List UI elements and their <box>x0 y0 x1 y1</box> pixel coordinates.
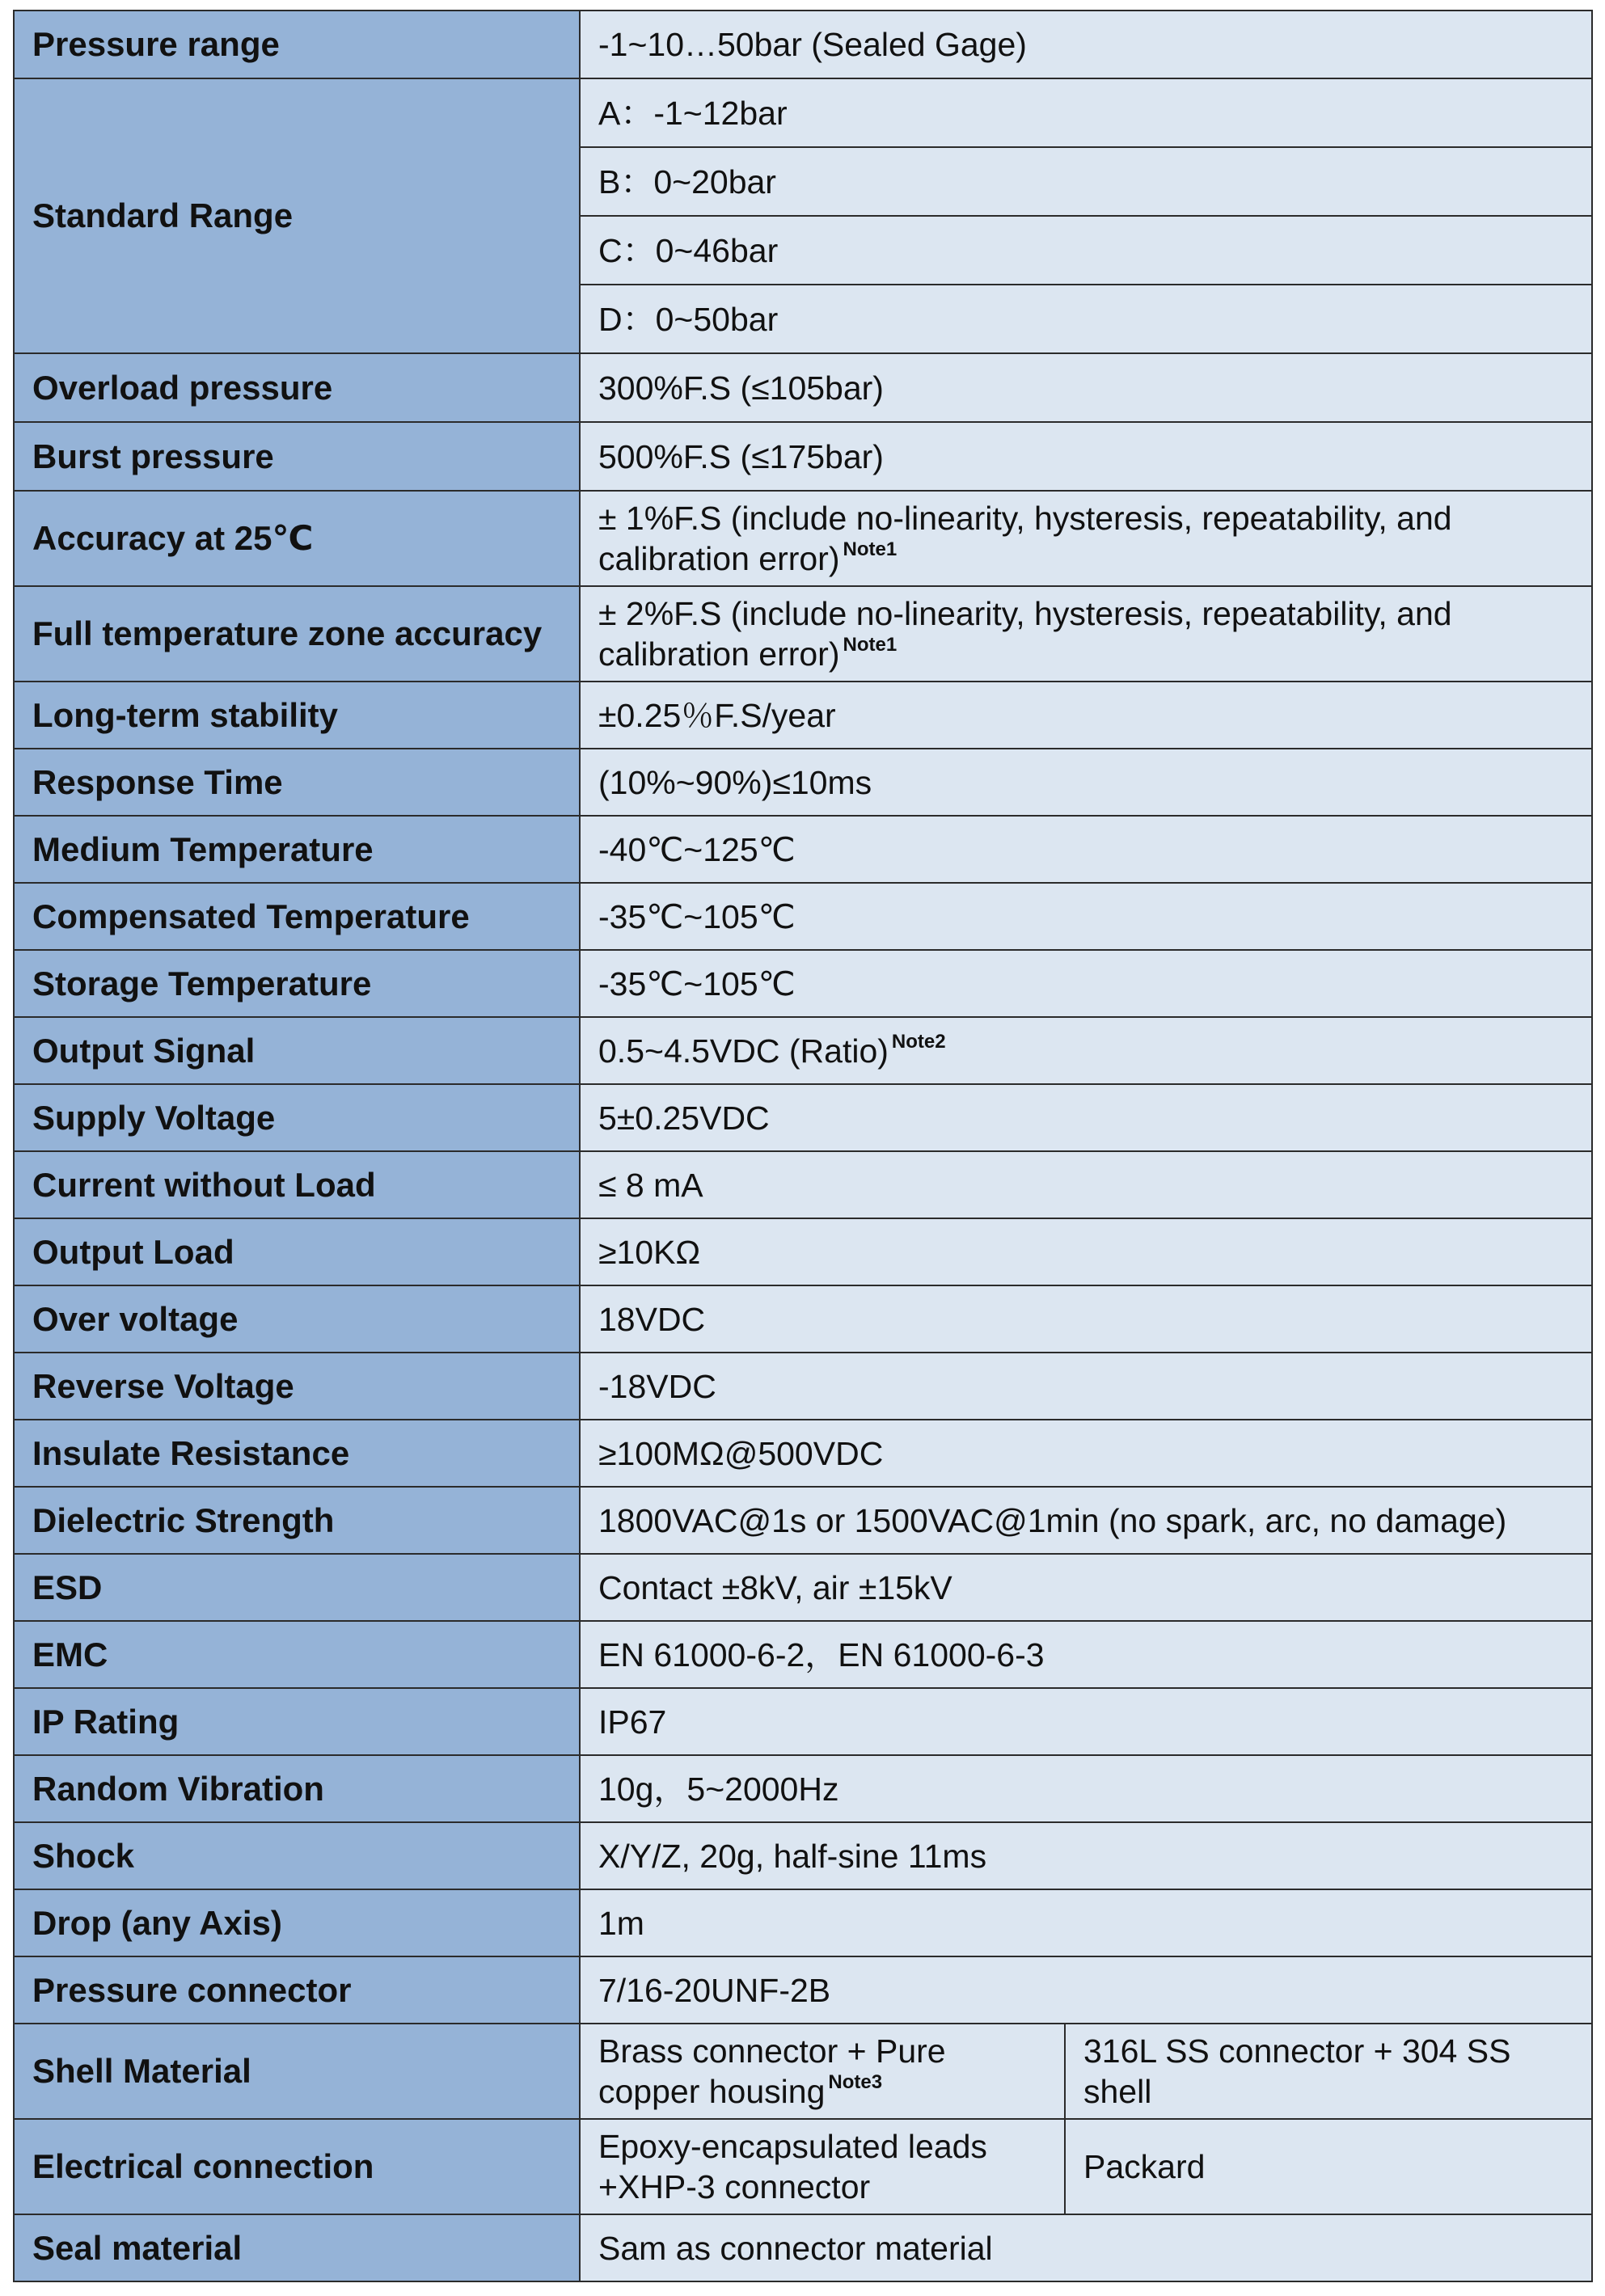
value-text: ± 2%F.S (include no-linearity, hysteresis, repeatability, and calibration error) <box>598 595 1452 673</box>
table-row <box>14 749 1592 816</box>
row-value: 7/16-20UNF-2B <box>580 1956 1592 2024</box>
row-value: X/Y/Z, 20g, half-sine 11ms <box>580 1822 1592 1889</box>
row-value: ±0.25％F.S/year <box>580 682 1592 749</box>
row-label: Overload pressure <box>14 353 580 422</box>
row-value: 5±0.25VDC <box>580 1084 1592 1151</box>
footnote-ref: Note1 <box>843 634 898 656</box>
row-value: D：0~50bar <box>580 285 1592 353</box>
table-row <box>14 11 1592 78</box>
row-label: IP Rating <box>14 1688 580 1755</box>
row-value: 18VDC <box>580 1285 1592 1353</box>
row-value: Contact ±8kV, air ±15kV <box>580 1554 1592 1621</box>
row-value: 500%F.S (≤175bar) <box>580 422 1592 491</box>
footnote-ref: Note3 <box>828 2071 883 2093</box>
row-label: Seal material <box>14 2214 580 2281</box>
row-label: Pressure range <box>14 11 580 78</box>
table-row <box>14 950 1592 1017</box>
table-row <box>14 682 1592 749</box>
row-label: Compensated Temperature <box>14 883 580 950</box>
row-value <box>580 586 1592 682</box>
row-label: Reverse Voltage <box>14 1353 580 1420</box>
row-value: 316L SS connector + 304 SS shell <box>1065 2024 1592 2119</box>
row-label: Shell Material <box>14 2024 580 2119</box>
table-row <box>14 422 1592 491</box>
row-value <box>580 491 1592 586</box>
row-label: Supply Voltage <box>14 1084 580 1151</box>
row-value: 1800VAC@1s or 1500VAC@1min (no spark, arc, no damage) <box>580 1487 1592 1554</box>
value-text: ± 1%F.S (include no-linearity, hysteresis, repeatability, and calibration error) <box>598 500 1452 577</box>
row-label: Pressure connector <box>14 1956 580 2024</box>
spec-table <box>13 10 1593 2282</box>
table-row <box>14 1956 1592 2024</box>
table-row <box>14 78 1592 147</box>
row-label: Output Signal <box>14 1017 580 1084</box>
footnote-ref: Note1 <box>843 538 898 560</box>
table-row <box>14 2119 1592 2214</box>
row-label: Standard Range <box>14 78 580 353</box>
row-label: Accuracy at 25℃ <box>14 491 580 586</box>
row-value: IP67 <box>580 1688 1592 1755</box>
table-row <box>14 1017 1592 1084</box>
table-row <box>14 491 1592 586</box>
table-row <box>14 586 1592 682</box>
table-row <box>14 353 1592 422</box>
row-label: Full temperature zone accuracy <box>14 586 580 682</box>
table-row <box>14 1755 1592 1822</box>
table-row <box>14 1285 1592 1353</box>
row-label: Long-term stability <box>14 682 580 749</box>
row-value: ≥100MΩ@500VDC <box>580 1420 1592 1487</box>
table-row <box>14 1554 1592 1621</box>
table-row <box>14 1487 1592 1554</box>
row-label: Insulate Resistance <box>14 1420 580 1487</box>
row-label: Storage Temperature <box>14 950 580 1017</box>
row-value: ≤ 8 mA <box>580 1151 1592 1218</box>
table-row <box>14 1822 1592 1889</box>
row-value: EN 61000-6-2，EN 61000-6-3 <box>580 1621 1592 1688</box>
table-row <box>14 883 1592 950</box>
row-value: Sam as connector material <box>580 2214 1592 2281</box>
row-value: 1m <box>580 1889 1592 1956</box>
row-value: ≥10KΩ <box>580 1218 1592 1285</box>
row-value: -35℃~105℃ <box>580 950 1592 1017</box>
row-label: Over voltage <box>14 1285 580 1353</box>
row-label: Burst pressure <box>14 422 580 491</box>
row-label: Electrical connection <box>14 2119 580 2214</box>
table-row <box>14 1889 1592 1956</box>
table-row <box>14 1621 1592 1688</box>
table-row <box>14 1218 1592 1285</box>
row-value: -35℃~105℃ <box>580 883 1592 950</box>
row-value: C：0~46bar <box>580 216 1592 285</box>
row-label: Dielectric Strength <box>14 1487 580 1554</box>
row-value <box>580 2024 1065 2119</box>
row-label: Response Time <box>14 749 580 816</box>
row-label: Output Load <box>14 1218 580 1285</box>
row-label: Random Vibration <box>14 1755 580 1822</box>
footnote-ref: Note2 <box>891 1030 946 1053</box>
row-value: 300%F.S (≤105bar) <box>580 353 1592 422</box>
row-value: 10g，5~2000Hz <box>580 1755 1592 1822</box>
table-row <box>14 1084 1592 1151</box>
table-row <box>14 1353 1592 1420</box>
row-value: B：0~20bar <box>580 147 1592 216</box>
table-row <box>14 1420 1592 1487</box>
table-row <box>14 2214 1592 2281</box>
row-value: -18VDC <box>580 1353 1592 1420</box>
row-value: A：-1~12bar <box>580 78 1592 147</box>
table-row <box>14 816 1592 883</box>
row-label: ESD <box>14 1554 580 1621</box>
value-text: Brass connector + Pure copper housing <box>598 2032 946 2110</box>
row-label: Medium Temperature <box>14 816 580 883</box>
row-label: Shock <box>14 1822 580 1889</box>
row-value: (10%~90%)≤10ms <box>580 749 1592 816</box>
row-value: -40℃~125℃ <box>580 816 1592 883</box>
row-label: Current without Load <box>14 1151 580 1218</box>
value-text: 0.5~4.5VDC (Ratio) <box>598 1032 889 1070</box>
row-value: Epoxy-encapsulated leads +XHP-3 connector <box>580 2119 1065 2214</box>
table-row <box>14 1151 1592 1218</box>
table-row <box>14 2024 1592 2119</box>
table-row <box>14 1688 1592 1755</box>
row-value: Packard <box>1065 2119 1592 2214</box>
row-label: EMC <box>14 1621 580 1688</box>
row-label: Drop (any Axis) <box>14 1889 580 1956</box>
row-value: -1~10…50bar (Sealed Gage) <box>580 11 1592 78</box>
row-value <box>580 1017 1592 1084</box>
